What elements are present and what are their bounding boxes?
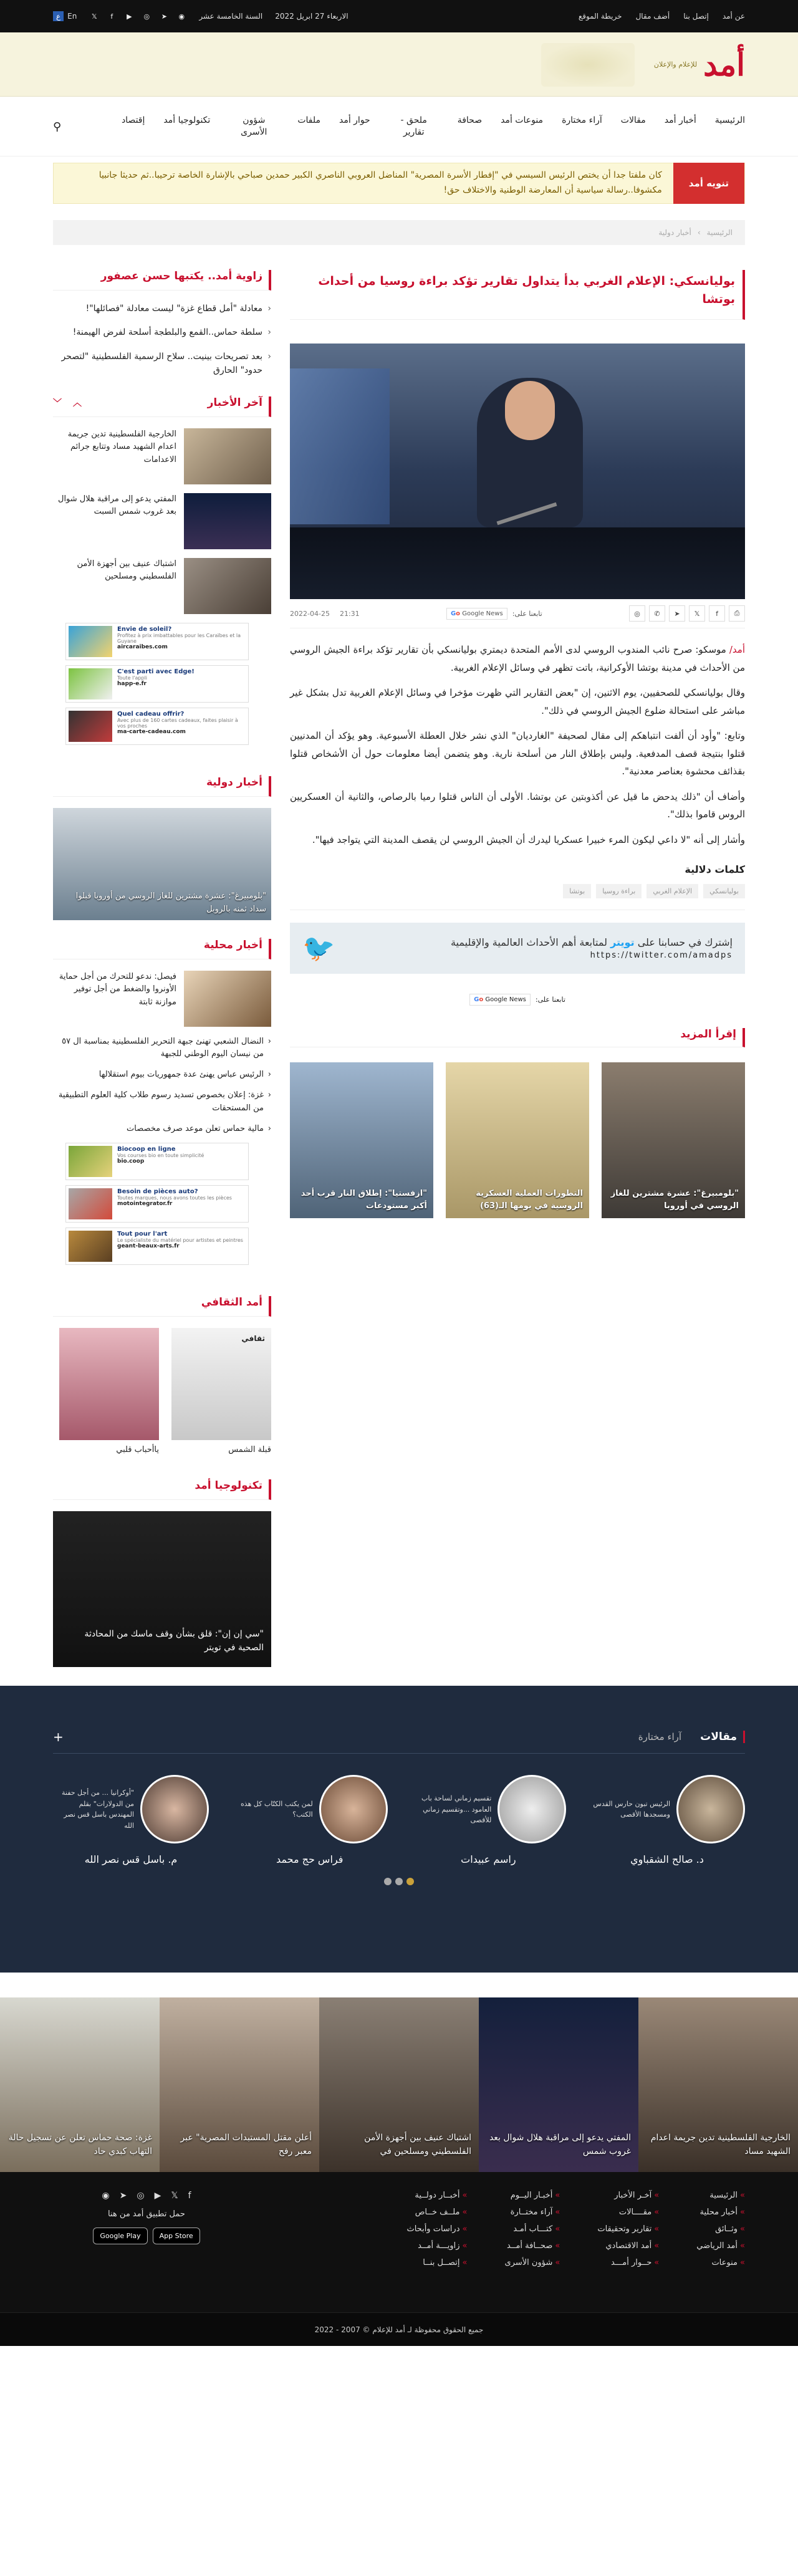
keyword-tag[interactable]: براءة روسيا [596, 884, 642, 898]
footer-apps [53, 2191, 240, 2275]
read-more-card[interactable] [446, 1062, 589, 1218]
nav-item-reports[interactable]: ملحق - تقارير [400, 115, 427, 137]
footer-column [597, 2191, 659, 2275]
nav-item-economy[interactable]: إقتصاد [121, 115, 145, 126]
local-news-item[interactable]: ‹ مالية حماس تعلن موعد صرف مخصصات [53, 1123, 271, 1136]
bottom-news-strip [0, 1997, 798, 2172]
follow-google-news [446, 608, 542, 620]
app-store-badges [93, 2228, 200, 2244]
article-paragraph: وأضاف أن "ذلك يدحض ما قيل عن أكذوبتين عن بوتشا. الأولى أن الناس قتلوا رميا بالرصاص، والثانية أن العسكريين الروس قاموا بذلك". [290, 791, 745, 820]
ad-item[interactable]: Biocoop en ligne Vos courses bio en toute simplicité bio.coop [65, 1143, 249, 1180]
culture-badge: ثقافي [241, 1334, 265, 1343]
card-caption: "بلومبيرغ": عشرة مشترين للغاز الروسي من أوروبا قبلوا سداد ثمنه بالروبل [75, 891, 266, 914]
top-link-sitemap[interactable]: خريطة الموقع [578, 12, 622, 21]
top-bar [0, 0, 798, 32]
top-links [579, 12, 745, 21]
footer-link[interactable]: » أخبــار دولــية [406, 2191, 467, 2200]
culture-label: ياأحباب قلبي [116, 1445, 159, 1455]
news-row[interactable] [53, 493, 271, 549]
news-text: الخارجية الفلسطينية تدين جريمة اعدام الشهيد مساد وتتابع جرائم الاعدامات [67, 429, 176, 465]
ticker-tag: تنويه أمد [673, 163, 744, 204]
article-source: أمد/ [729, 644, 745, 655]
hero-desk [290, 527, 745, 599]
top-meta [53, 11, 349, 21]
twitter-banner-url: https://twitter.com/amadps [590, 951, 733, 960]
footer-link[interactable]: » دراسات وأبحاث [406, 2224, 467, 2234]
nav-item-home[interactable]: الرئيسية [714, 115, 745, 126]
nav-item-technology[interactable]: تكنولوجيا أمد [163, 115, 211, 126]
card-caption: "ازفستيا": إطلاق النار قرب أحد أكبر مستودعات [300, 1189, 427, 1211]
instagram-share-icon[interactable]: ◎ [629, 605, 645, 622]
read-more-title: إقرأ المزيد [290, 1028, 745, 1047]
youtube-icon[interactable]: ▶ [127, 12, 132, 21]
twitter-bird-icon: 🐦 [302, 933, 335, 963]
tech-card[interactable] [53, 1511, 271, 1667]
print-icon[interactable]: ⎙ [729, 605, 745, 622]
logo-subtitle: للإعلام والإعلان [653, 60, 698, 69]
opinion-item[interactable]: ‹ سلطة حماس..القمع والبلطجة أسلحة لفرض الهيمنة! [53, 325, 271, 339]
culture-title: أمد الثقافي [53, 1296, 271, 1317]
top-social [89, 11, 186, 21]
main-nav [0, 97, 798, 156]
news-thumbnail [184, 428, 271, 484]
copyright-bar: جميع الحقوق محفوظة لـ أمد للإعلام © 2007 - 2022 [0, 2312, 798, 2346]
article-content [290, 270, 745, 1667]
footer-link[interactable]: » الرئيسية [696, 2191, 745, 2200]
instagram-icon[interactable]: ◎ [137, 2191, 145, 2201]
footer-link[interactable]: » ملــف خــاص [406, 2208, 467, 2217]
opinion-section-title: زاوية أمد.. يكتبها حسن عصفور [53, 270, 271, 291]
strip-card[interactable] [319, 1997, 479, 2172]
news-row[interactable] [53, 558, 271, 614]
carousel-dots [53, 1878, 745, 1885]
main-area [0, 270, 798, 1667]
news-row[interactable] [53, 971, 271, 1027]
footer-column [696, 2191, 745, 2275]
opinion-item[interactable]: ‹ معادلة "أمل قطاع غزة" ليست معادلة "فصائلها"! [53, 302, 271, 315]
tab-selected-opinions[interactable]: آراء مختارة [638, 1731, 682, 1743]
breadcrumb-section[interactable]: أخبار دولية [658, 228, 691, 237]
news-row[interactable] [53, 428, 271, 484]
writer-name: م. باسل قس نصر الله [84, 1853, 178, 1866]
telegram-icon[interactable]: ➤ [119, 2191, 127, 2201]
logo-map-graphic [541, 43, 635, 87]
footer-link[interactable]: » أخبـار اليــوم [505, 2191, 560, 2200]
keywords-list [290, 884, 745, 910]
footer-social [102, 2191, 191, 2201]
breadcrumb-separator: › [697, 228, 701, 237]
google-news-badge[interactable]: Go Google News [469, 994, 531, 1006]
ad-image [69, 1146, 112, 1177]
footer-link[interactable]: » وثــائق [696, 2224, 745, 2234]
writer-quote: تقسيم زماني لساحة باب العامود ...وتقسيم زماني للأقصى [421, 1794, 492, 1825]
local-news-item[interactable]: ‹ النضال الشعبي تهنئ جبهة التحرير الفلسطينية بمناسبة ال ٥٧ من نيسان اليوم الوطني للجبهة [53, 1036, 271, 1062]
lang-ar-button[interactable]: ع [53, 11, 64, 21]
youtube-icon[interactable]: ▶ [154, 2191, 161, 2201]
facebook-share-icon[interactable]: f [709, 605, 725, 622]
ad-item[interactable]: Besoin de pièces auto? Toutes marques, nous avons toutes les pièces motointegrator.fr [65, 1185, 249, 1223]
news-text: فيصل: ندعو للتحرك من أجل حماية الأونروا والضغط من أجل توفير موازنة ثابتة [59, 971, 176, 1007]
footer-link[interactable]: » حــوار أمـــد [597, 2258, 659, 2267]
latest-news-list [53, 428, 271, 614]
culture-label: قبلة الشمس [228, 1445, 271, 1455]
latest-news-title: آخر الأخبار ︿ ﹀ [53, 396, 271, 417]
writer-card[interactable] [410, 1775, 566, 1865]
avatar [676, 1775, 745, 1843]
footer-link[interactable]: » آراء مختــارة [505, 2208, 560, 2217]
search-icon[interactable]: ⚲ [53, 120, 62, 133]
ad-image [69, 711, 112, 742]
twitter-share-icon[interactable]: 𝕏 [689, 605, 705, 622]
avatar [498, 1775, 566, 1843]
hero-flag [290, 368, 390, 524]
article-paragraph: أمد/ موسكو: صرح نائب المندوب الروسي لدى الأمم المتحدة ديمتري بوليانسكي بأن تقارير تؤكد براءة الجيش الروسي من الأحداث في مدينة بوتشا الأوكرانية، باتت تظهر في وسائل الإعلام الغربية. [290, 644, 745, 673]
carousel-dot[interactable] [395, 1878, 403, 1885]
card-caption: اشتباك عنيف بين أجهزة الأمن الفلسطيني ومسلحين في [364, 2132, 471, 2156]
intl-news-card[interactable] [53, 808, 271, 920]
writer-card[interactable] [589, 1775, 745, 1865]
facebook-icon[interactable]: f [110, 12, 113, 21]
more-plus-button[interactable]: + [53, 1729, 64, 1745]
sidebar [53, 270, 271, 1667]
footer-link[interactable]: » إتصــل بنــا [406, 2258, 467, 2267]
footer-column [406, 2191, 467, 2275]
avatar [140, 1775, 209, 1843]
local-news-item[interactable]: ‹ غزة: إعلان بخصوص تسديد رسوم طلاب كلية العلوم التطبيقية من المستحقات [53, 1089, 271, 1115]
ad-image [69, 626, 112, 657]
footer-column [505, 2191, 560, 2275]
telegram-share-icon[interactable]: ➤ [669, 605, 685, 622]
twitter-subscribe-banner[interactable] [290, 923, 745, 974]
footer-link[interactable]: » تقارير وتحقيقات [597, 2224, 659, 2234]
footer-link[interactable]: » أمد الرياضي [696, 2241, 745, 2251]
card-caption: "بلومبيرغ": عشرة مشترين للغاز الروسي في أوروبا [610, 1189, 739, 1211]
ad-image [69, 1231, 112, 1262]
culture-cards [53, 1328, 271, 1454]
footer-link[interactable]: » آخـر الأخبار [597, 2191, 659, 2200]
breadcrumb-home[interactable]: الرئيسية [706, 228, 733, 237]
footer-columns [406, 2191, 745, 2275]
writers-list [53, 1775, 745, 1865]
ad-item[interactable]: C'est parti avec Edge! Toute l'appli happ-e.fr [65, 665, 249, 703]
footer-link[interactable]: » أمد الاقتصادي [597, 2241, 659, 2251]
keyword-tag[interactable]: الإعلام الغربي [647, 884, 698, 898]
culture-card[interactable] [59, 1328, 159, 1454]
opinion-list [53, 302, 271, 378]
card-caption: التطورات العملية العسكرية الروسية في يومها الـ(63) [476, 1189, 583, 1211]
keyword-tag[interactable]: بوتشا [563, 884, 591, 898]
notice-ticker [0, 163, 798, 204]
strip-card[interactable] [479, 1997, 638, 2172]
read-more-card[interactable] [290, 1062, 433, 1218]
top-link-add-article[interactable]: أضف مقال [635, 12, 670, 21]
nav-item-misc[interactable]: منوعات أمد [501, 115, 544, 126]
culture-image [59, 1328, 159, 1440]
chevron-down-icon[interactable]: ﹀ [53, 398, 62, 408]
ad-block [53, 1143, 271, 1265]
local-news-lead [53, 971, 271, 1027]
app-store-button[interactable]: App Store [153, 2228, 200, 2244]
article-body [290, 641, 745, 848]
top-link-contact[interactable]: إتصل بنا [683, 12, 709, 21]
nav-item-files[interactable]: ملفات [297, 115, 320, 126]
news-scroll-arrows [53, 396, 82, 409]
article-date: 2022-04-25 [290, 609, 330, 618]
writer-quote: الرئيس تبون حارس القدس ومسجدها الأقصى [593, 1799, 670, 1819]
writer-card[interactable] [53, 1775, 209, 1865]
nav-item-press[interactable]: صحافة [457, 115, 483, 126]
carousel-dot[interactable] [406, 1878, 414, 1885]
card-caption: "سي إن إن": قلق بشأن وقف ماسك من المحادثة الصحية في تويتر [84, 1628, 264, 1653]
writer-name: راسم عبيدات [461, 1853, 516, 1866]
culture-image [171, 1328, 271, 1440]
tech-title: تكنولوجيا أمد [53, 1479, 271, 1500]
instagram-icon[interactable]: ◎ [143, 12, 150, 21]
news-thumbnail [184, 558, 271, 614]
local-news-title: أخبار محلية [53, 939, 271, 959]
writers-tabs [53, 1729, 745, 1754]
ad-image [69, 668, 112, 699]
ad-block [53, 623, 271, 745]
footer-link[interactable]: » مقــــالات [597, 2208, 659, 2217]
site-logo[interactable] [541, 43, 745, 87]
strip-card[interactable] [638, 1997, 798, 2172]
intl-news-title: أخبار دولية [53, 776, 271, 797]
twitter-icon[interactable]: 𝕏 [91, 12, 97, 21]
rss-icon[interactable]: ◉ [178, 12, 185, 21]
writer-quote: "أوكرانيا ... من أجل حفنة من الدولارات" بقلم المهندس باسل قس نصر الله [61, 1789, 135, 1830]
article-meta-row [290, 599, 745, 628]
site-header [0, 32, 798, 97]
local-news-list [53, 1036, 271, 1136]
ad-item[interactable]: Envie de soleil? Profitez à prix imbattables pour les Caraïbes et la Guyane aircaraibes.com [65, 623, 249, 660]
article-paragraph: وتابع: "وأود أن ألفت انتباهكم إلى مقال لصحيفة "الغارديان" الذي نشر خلال العطلة الأسبوعية. وهو يؤكد أن المدنيين قتلوا بنتيجة قصف المدفعية. وليس بإطلاق النار من أسلحة نارية. وهو يتضمن أيضا معلومات حول أن الأشخاص قتلوا بقذائف محشوة بعناصر معدنية". [290, 730, 745, 777]
footer-link[interactable]: » منوعات [696, 2258, 745, 2267]
hero-face [505, 381, 555, 440]
keyword-tag[interactable]: بوليانسكي [703, 884, 745, 898]
twitter-icon[interactable]: 𝕏 [171, 2191, 178, 2201]
read-more-cards [290, 1062, 745, 1218]
article-title: بوليانسكي: الإعلام الغربي بدأ يتداول تقارير تؤكد براءة روسيا من أحداث بوتشا [290, 270, 745, 320]
follow-label: تابعنا على: [512, 609, 542, 618]
chevron-up-icon[interactable]: ︿ [73, 398, 82, 408]
news-text: المفتي يدعو إلى مراقبة هلال شوال بعد غروب شمس السبت [58, 494, 176, 517]
writers-section [0, 1686, 798, 1973]
article-paragraph: وقال بوليانسكي للصحفيين، يوم الاثنين، إن "بعض التقارير التي ظهرت مؤخرا في وسائل الإعلام الغربية تدل بشكل غير مباشر على استحالة ضلوع الجيش الروسي في ذلك". [290, 687, 745, 716]
article-paragraph: وأشار إلى أنه "لا داعي ليكون المرء خبيرا عسكريا ليدرك أن الجيش الروسي لن يقصف المدينة التي يتواجد فيها". [312, 834, 745, 845]
breadcrumb [0, 220, 798, 245]
whatsapp-share-icon[interactable]: ✆ [649, 605, 665, 622]
news-thumbnail [184, 493, 271, 549]
article-time: 21:31 [339, 609, 360, 618]
lang-en-button[interactable]: En [67, 12, 77, 21]
current-date: الاربعاء 27 ابريل 2022 [275, 12, 349, 21]
follow-label: تابعنا على: [535, 996, 565, 1004]
tab-articles[interactable]: مقالات [700, 1731, 745, 1743]
card-caption: غزة: صحة حماس تعلن عن تسجيل حالة التهاب كبدي حاد [8, 2132, 152, 2156]
footer-link[interactable]: » شؤون الأسرى [505, 2258, 560, 2267]
writer-name: فراس حج محمد [276, 1853, 344, 1866]
telegram-icon[interactable]: ➤ [161, 12, 167, 21]
ad-item[interactable]: Quel cadeau offrir? Avec plus de 160 cartes cadeaux, faites plaisir à vos proches ma-carte-cadeau.com [65, 708, 249, 745]
footer-link[interactable]: » أخبار محلية [696, 2208, 745, 2217]
card-caption: الخارجية الفلسطينية تدين جريمة اعدام الشهيد مساد [650, 2132, 791, 2156]
local-news-item[interactable]: ‹ الرئيس عباس يهنئ عدة جمهوريات بيوم استقلالها [53, 1069, 271, 1082]
footer-link[interactable]: » زاويـــة أمــد [406, 2241, 467, 2251]
year-label: السنة الخامسة عشر [199, 12, 263, 21]
writer-card[interactable] [232, 1775, 388, 1865]
read-more-card[interactable] [602, 1062, 745, 1218]
ad-image [69, 1188, 112, 1219]
nav-item-interviews[interactable]: حوار أمد [339, 115, 370, 126]
twitter-banner-text: إشترك في حسابنا على تويتر لمتابعة أهم الأحداث العالمية والإقليمية [450, 936, 733, 948]
google-news-badge[interactable]: Go Google News [446, 608, 507, 620]
logo-text: أمد [703, 46, 745, 83]
card-caption: المفتي يدعو إلى مراقبة هلال شوال بعد غروب شمس [489, 2132, 631, 2156]
ad-item[interactable]: Tout pour l'art Le spécialiste du matériel pour artistes et peintres geant-beaux-arts.fr [65, 1228, 249, 1265]
share-buttons [629, 605, 745, 622]
nav-item-amad-news[interactable]: أخبار أمد [664, 115, 696, 126]
nav-item-selected-opinions[interactable]: آراء مختارة [562, 115, 602, 126]
strip-card[interactable] [0, 1997, 160, 2172]
ticker-text[interactable]: كان ملفتا جدا أن يختص الرئيس السيسي في "إفطار الأسرة المصرية" المناضل العروبي الناصري الكبير حمدين صباحي بالإشارة الخاصة ترحيبا..ثم حديثا جانبيا مكشوفا..رسالة سياسية أن المعارضة الوطنية والاختلاف حق! [99, 170, 662, 195]
google-play-button[interactable]: Google Play [93, 2228, 147, 2244]
rss-icon[interactable]: ◉ [102, 2191, 110, 2201]
footer-link[interactable]: » صحــافة أمــد [505, 2241, 560, 2251]
footer-link[interactable]: » كتـــاب أمـد [505, 2224, 560, 2234]
culture-card[interactable] [171, 1328, 271, 1454]
article-hero-image [290, 344, 745, 599]
writer-name: د. صالح الشقباوي [630, 1853, 704, 1866]
language-switch [53, 11, 77, 21]
follow-google-news-bottom [290, 994, 745, 1006]
download-app-label: حمل تطبيق أمد من هنا [108, 2209, 185, 2219]
carousel-dot[interactable] [384, 1878, 392, 1885]
news-text: اشتباك عنيف بين أجهزة الأمن الفلسطيني ومسلحين [77, 559, 176, 582]
news-thumbnail [184, 971, 271, 1027]
facebook-icon[interactable]: f [188, 2191, 191, 2201]
article-datetime [290, 610, 360, 618]
strip-card[interactable] [160, 1997, 319, 2172]
nav-list [122, 115, 745, 138]
writer-quote: لمن يكتب الكتّاب كل هذه الكتب؟ [240, 1799, 313, 1819]
nav-item-prisoners[interactable]: شؤون الأسرى [241, 115, 267, 137]
top-link-about[interactable]: عن أمد [722, 12, 745, 21]
nav-item-articles[interactable]: مقالات [620, 115, 646, 126]
avatar [319, 1775, 388, 1843]
card-caption: أعلن مقتل المستبدات المصرية" عبر معبر رفح [180, 2132, 312, 2156]
site-footer [0, 2172, 798, 2312]
opinion-item[interactable]: ‹ بعد تصريحات بينيت.. سلاح الرسمية الفلسطينية "لتصحر حدود" الحارق [53, 350, 271, 378]
keywords-title: كلمات دلالية [685, 863, 745, 875]
